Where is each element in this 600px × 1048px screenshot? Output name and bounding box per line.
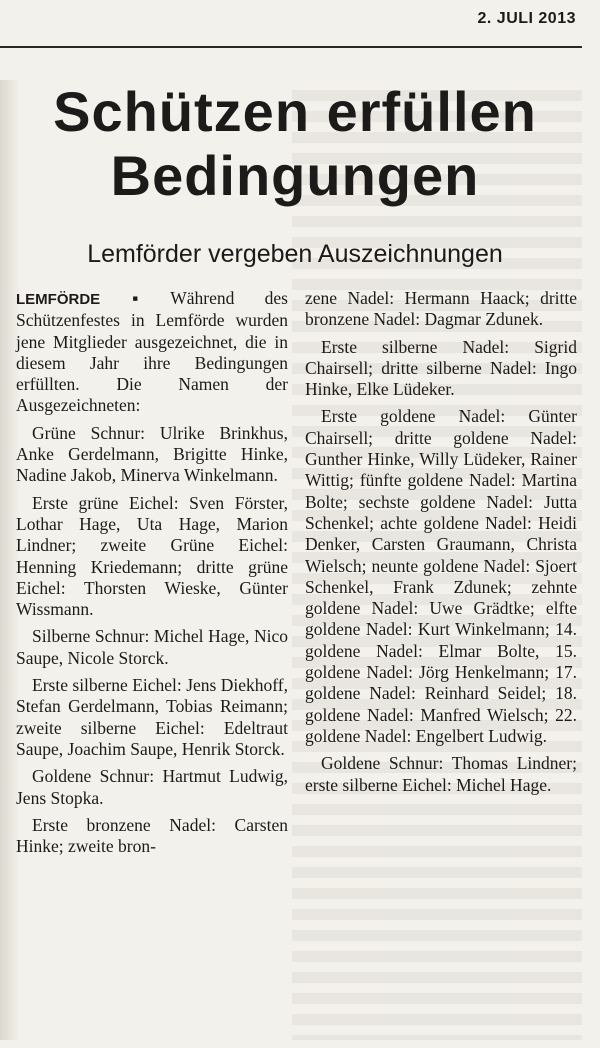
article-paragraph: Erste silberne Nadel: Sigrid Chairsell; dritte silberne Nadel: Ingo Hinke, Elke Lüdeker.: [305, 336, 577, 400]
article-paragraph: [16, 288, 288, 417]
headline-line-1: Schützen erfüllen: [53, 80, 537, 143]
article-paragraph: Goldene Schnur: Thomas Lindner; erste silberne Eichel: Michel Hage.: [305, 753, 577, 795]
headline: [0, 80, 590, 208]
article-column-left: [16, 288, 288, 863]
subheadline: Lemförder vergeben Auszeichnungen: [87, 240, 503, 268]
issue-date: 2. JULI 2013: [477, 10, 576, 27]
article-paragraph: Erste bronzene Nadel: Carsten Hinke; zweite bron-: [16, 814, 288, 857]
dateline: LEMFÖRDE: [16, 291, 101, 308]
article-paragraph: Erste goldene Nadel: Günter Chairsell; dritte goldene Nadel: Gunther Hinke, Willy Lüdeker, Rainer Wittig; fünfte goldene Nadel: Martina Bolte; sechste goldene Nadel: Jutta Schenkel; achte goldene Nadel: Heidi Denker, Carsten Graumann, Christa Wielsch; neunte goldene Nadel: Sjoert Schenkel, Frank Zdunek; zehnte goldene Nadel: Uwe Grädtke; elfte goldene Nadel: Kurt Winkelmann; 14. goldene Nadel: Elmar Bolte, 15. goldene Nadel: Jörg Henkelmann; 17. goldene Nadel: Reinhard Seidel; 18. goldene Nadel: Manfred Wielsch; 22. goldene Nadel: Engelbert Ludwig.: [305, 406, 577, 746]
article-paragraph: Erste silberne Eichel: Jens Diekhoff, Stefan Gerdelmann, Tobias Reimann; zweite silberne Eichel: Edeltraut Saupe, Joachim Saupe, Henrik Storck.: [16, 675, 288, 759]
article-paragraph: Silberne Schnur: Michel Hage, Nico Saupe, Nicole Storck.: [16, 626, 288, 668]
article-paragraph: Goldene Schnur: Hartmut Ludwig, Jens Stopka.: [16, 766, 288, 808]
dateline-bullet: ▪: [106, 288, 165, 308]
article-paragraph: Grüne Schnur: Ulrike Brinkhus, Anke Gerdelmann, Brigitte Hinke, Nadine Jakob, Minerva Winkelmann.: [16, 422, 288, 486]
article-column-right: [305, 288, 577, 802]
article-paragraph: Erste grüne Eichel: Sven Förster, Lothar Hage, Uta Hage, Marion Lindner; zweite Grüne Eichel: Henning Kriedemann; dritte grüne Eichel: Thorsten Wieske, Günter Wissmann.: [16, 492, 288, 620]
paragraph-text: Während des Schützenfestes in Lemförde wurden jene Mitglieder ausgezeichnet, die in diesem Jahr ihre Bedingungen erfüllten. Die Namen der Ausgezeichneten:: [16, 288, 288, 416]
header-rule: [0, 46, 582, 48]
article-paragraph: zene Nadel: Hermann Haack; dritte bronzene Nadel: Dagmar Zdunek.: [305, 288, 577, 330]
headline-line-2: Bedingungen: [110, 144, 480, 207]
